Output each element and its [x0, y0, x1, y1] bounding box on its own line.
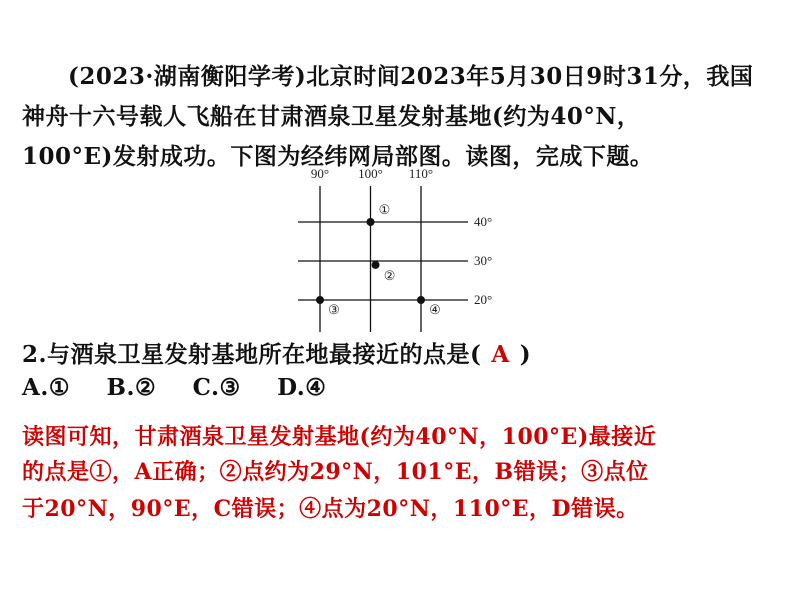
explanation-line-1: 读图可知，甘肃酒泉卫星发射基地(约为40°N，100°E)最接近: [22, 424, 657, 450]
point-label-4: ④: [429, 302, 441, 317]
question-intro-line-1: (2023·湖南衡阳学考)北京时间2023年5月30日9时31分，我国: [68, 63, 754, 90]
longitude-label-110: 110°: [408, 166, 434, 181]
option-c[interactable]: C.③: [192, 374, 241, 401]
option-b[interactable]: B.②: [106, 374, 157, 401]
question-text: 2.与酒泉卫星发射基地所在地最接近的点是(: [22, 341, 482, 368]
point-marker-2: [372, 261, 380, 269]
point-label-2: ②: [383, 267, 396, 283]
question-close-paren: ): [519, 341, 532, 368]
point-marker-4: [417, 296, 425, 304]
latitude-label-30: 30°: [474, 253, 493, 268]
lat-lon-grid-figure: [298, 166, 498, 334]
explanation-line-2: 的点是①，A正确；②点约为29°N，101°E，B错误；③点位: [22, 459, 649, 485]
longitude-label-100: 100°: [358, 166, 383, 181]
option-a[interactable]: A.①: [22, 374, 70, 401]
explanation-line-3: 于20°N，90°E，C错误；④点为20°N，110°E，D错误。: [22, 496, 639, 522]
grid-labels: [311, 166, 492, 307]
latitude-label-40: 40°: [474, 214, 493, 229]
option-d[interactable]: D.④: [277, 374, 327, 401]
question-intro-line-2: 神舟十六号载人飞船在甘肃酒泉卫星发射基地(约为40°N，: [22, 103, 641, 130]
question-intro-line-3: 100°E)发射成功。下图为经纬网局部图。读图，完成下题。: [22, 143, 654, 170]
latitude-label-20: 20°: [474, 292, 493, 307]
longitude-label-90: 90°: [310, 166, 330, 181]
answer-letter: A: [491, 341, 510, 368]
question-stem: [22, 336, 531, 369]
point-label-3: ③: [328, 302, 340, 317]
answer-options: [22, 374, 354, 401]
point-label-1: ①: [378, 202, 391, 217]
point-marker-1: [367, 218, 375, 226]
point-marker-3: [316, 296, 324, 304]
